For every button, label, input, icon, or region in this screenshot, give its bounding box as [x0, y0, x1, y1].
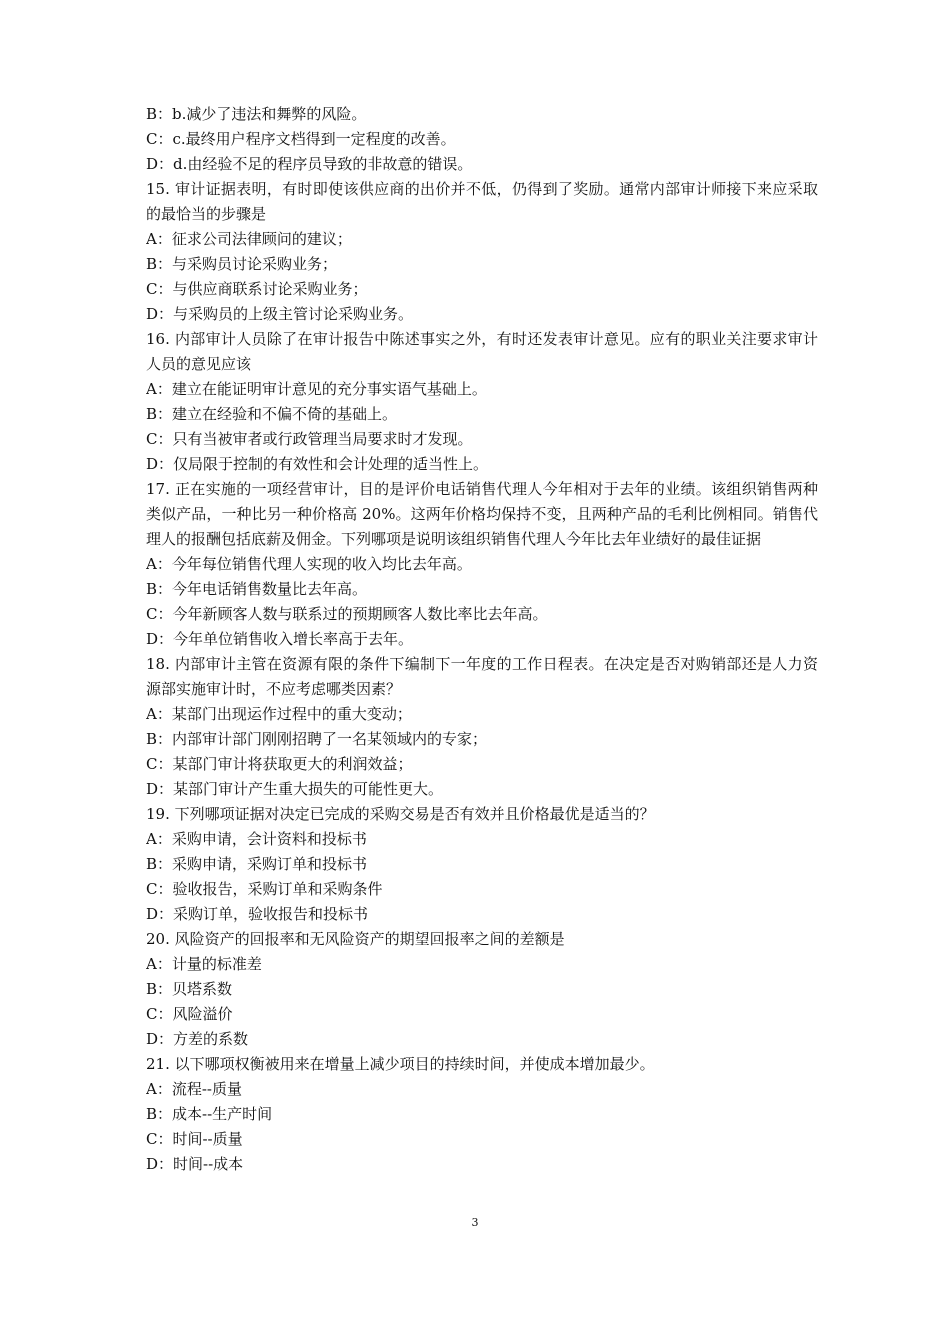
option-line: D：采购订单，验收报告和投标书: [146, 905, 369, 923]
option-line: B：采购申请，采购订单和投标书: [146, 855, 368, 873]
option-line: A：建立在能证明审计意见的充分事实语气基础上。: [146, 380, 487, 398]
option-line: D：d.由经验不足的程序员导致的非故意的错误。: [146, 155, 473, 173]
option-line: C：时间--质量: [146, 1130, 243, 1148]
option-line: D：仅局限于控制的有效性和会计处理的适当性上。: [146, 455, 489, 473]
page-number: 3: [471, 1216, 479, 1229]
question-stem: 19. 下列哪项证据对决定已完成的采购交易是否有效并且价格最优是适当的？: [146, 805, 655, 823]
option-line: D：时间--成本: [146, 1155, 244, 1173]
question-stem: 18. 内部审计主管在资源有限的条件下编制下一年度的工作日程表。在决定是否对购销部还是人力资源部实施审计时，不应考虑哪类因素？: [146, 655, 818, 698]
question-21: [146, 1052, 818, 1177]
option-line: B：成本--生产时间: [146, 1105, 273, 1123]
question-20: [146, 927, 818, 1052]
option-line: C：与供应商联系讨论采购业务；: [146, 280, 368, 298]
option-line: C：验收报告，采购订单和采购条件: [146, 880, 383, 898]
question-stem: 21. 以下哪项权衡被用来在增量上减少项目的持续时间，并使成本增加最少。: [146, 1055, 655, 1073]
question-stem: 20. 风险资产的回报率和无风险资产的期望回报率之间的差额是: [146, 930, 565, 948]
question-stem: 17. 正在实施的一项经营审计，目的是评价电话销售代理人今年相对于去年的业绩。该组织销售两种类似产品，一种比另一种价格高 20%。这两年价格均保持不变，且两种产品的毛利比例相同。销售代理人的报酬包括底薪及佣金。下列哪项是说明该组织销售代理人今年比去年业绩好的最佳证据: [146, 480, 818, 548]
option-line: D：方差的系数: [146, 1030, 249, 1048]
question-stem: 16. 内部审计人员除了在审计报告中陈述事实之外，有时还发表审计意见。应有的职业关注要求审计人员的意见应该: [146, 330, 818, 373]
question-16: [146, 327, 818, 477]
question-17: [146, 477, 818, 652]
option-line: B：b.减少了违法和舞弊的风险。: [146, 105, 367, 123]
option-line: A：征求公司法律顾问的建议；: [146, 230, 352, 248]
option-line: A：今年每位销售代理人实现的收入均比去年高。: [146, 555, 472, 573]
option-line: B：与采购员讨论采购业务；: [146, 255, 338, 273]
option-line: D：今年单位销售收入增长率高于去年。: [146, 630, 414, 648]
option-line: A：某部门出现运作过程中的重大变动；: [146, 705, 412, 723]
document-body: [146, 102, 818, 1177]
option-line: C：c.最终用户程序文档得到一定程度的改善。: [146, 130, 456, 148]
option-line: C：只有当被审者或行政管理当局要求时才发现。: [146, 430, 473, 448]
option-line: C：某部门审计将获取更大的利润效益；: [146, 755, 413, 773]
option-line: B：今年电话销售数量比去年高。: [146, 580, 368, 598]
question-18: [146, 652, 818, 802]
option-line: A：计量的标准差: [146, 955, 262, 973]
option-line: C：风险溢价: [146, 1005, 233, 1023]
option-line: D：某部门审计产生重大损失的可能性更大。: [146, 780, 444, 798]
option-line: B：建立在经验和不偏不倚的基础上。: [146, 405, 398, 423]
option-line: A：流程--质量: [146, 1080, 242, 1098]
option-line: B：贝塔系数: [146, 980, 233, 998]
option-line: A：采购申请，会计资料和投标书: [146, 830, 367, 848]
option-line: C：今年新顾客人数与联系过的预期顾客人数比率比去年高。: [146, 605, 548, 623]
option-line: B：内部审计部门刚刚招聘了一名某领域内的专家；: [146, 730, 488, 748]
question-19: [146, 802, 818, 927]
option-line: D：与采购员的上级主管讨论采购业务。: [146, 305, 414, 323]
question-15: [146, 177, 818, 327]
question-stem: 15. 审计证据表明，有时即使该供应商的出价并不低，仍得到了奖励。通常内部审计师接下来应采取的最恰当的步骤是: [146, 180, 818, 223]
